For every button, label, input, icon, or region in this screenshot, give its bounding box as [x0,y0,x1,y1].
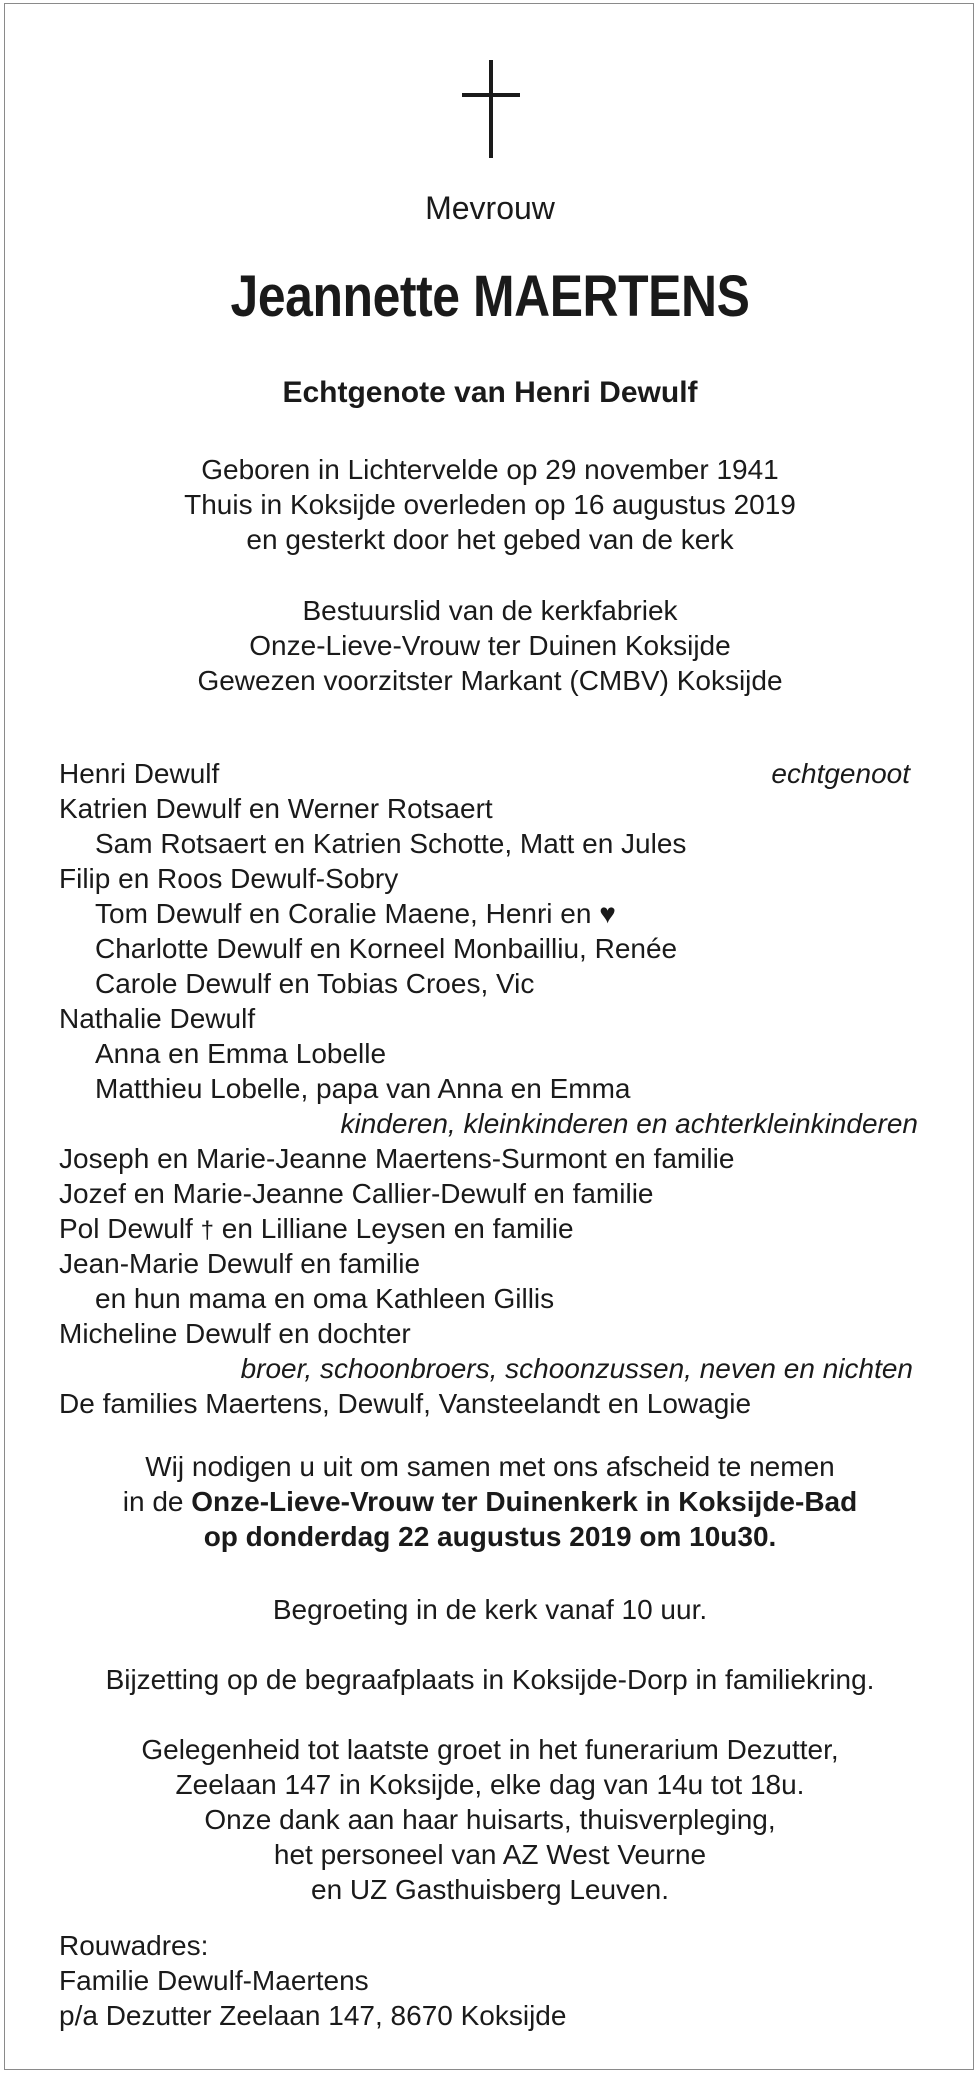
thanks-line: Onze dank aan haar huisarts, thuisverpleging, [204,1804,776,1835]
invitation-line: Wij nodigen u uit om samen met ons afscheid te nemen [145,1451,835,1482]
family-row [0,896,980,931]
service-date: op donderdag 22 augustus 2019 om 10u30. [203,1521,777,1552]
family-name: Carole Dewulf en Tobias Croes, Vic [95,968,535,999]
family-row [0,1141,980,1176]
family-name: Micheline Dewulf en dochter [59,1318,411,1349]
address-street: p/a Dezutter Zeelaan 147, 8670 Koksijde [59,2000,567,2031]
greeting-line: Begroeting in de kerk vanaf 10 uur. [272,1594,708,1625]
cross-icon [462,60,520,160]
family-name: Jean-Marie Dewulf en familie [59,1248,421,1279]
family-row [0,791,980,826]
family-row [0,1036,980,1071]
life-dates [0,452,980,557]
family-name: Sam Rotsaert en Katrien Schotte, Matt en Jules [95,828,687,859]
family-name: Joseph en Marie-Jeanne Maertens-Surmont en familie [59,1143,735,1174]
family-row [0,1001,980,1036]
family-row [0,1106,980,1141]
salutation: Mevrouw [425,190,555,226]
family-row [0,1351,980,1386]
family-name: Charlotte Dewulf en Korneel Monbailliu, Renée [95,933,678,964]
family-name: en hun mama en oma Kathleen Gillis [95,1283,555,1314]
role-line: Bestuurslid van de kerkfabriek [302,595,678,626]
invitation-line [0,1519,980,1554]
role-line: Onze-Lieve-Vrouw ter Duinen Koksijde [249,630,731,661]
family-row [0,966,980,1001]
invitation-line [0,1484,980,1519]
birth-line: Geboren in Lichtervelde op 29 november 1941 [201,454,779,485]
invitation [0,1449,980,1554]
family-name: De families Maertens, Dewulf, Vansteelandt en Lowagie [59,1388,752,1419]
family-name: Filip en Roos Dewulf-Sobry [59,863,399,894]
address-label: Rouwadres: [59,1930,209,1961]
deceased-name: Jeannette MAERTENS [230,264,750,329]
pol-partner: en Lilliane Leysen en familie [213,1213,574,1244]
mourning-address [59,1928,566,2033]
invitation-prefix: in de [122,1486,192,1517]
spouse-line: Echtgenote van Henri Dewulf [282,376,698,409]
thanks-line: het personeel van AZ West Veurne [273,1839,707,1870]
relation-label: echtgenoot [771,758,910,789]
death-line: Thuis in Koksijde overleden op 16 augustus 2019 [184,489,796,520]
family-name: Nathalie Dewulf [59,1003,256,1034]
address-family: Familie Dewulf-Maertens [59,1965,369,1996]
family-row [0,1281,980,1316]
family-name: Katrien Dewulf en Werner Rotsaert [59,793,493,824]
visit-line: Zeelaan 147 in Koksijde, elke dag van 14u tot 18u. [175,1769,805,1800]
role-line: Gewezen voorzitster Markant (CMBV) Koksijde [197,665,783,696]
family-name [59,1211,574,1248]
pol-name: Pol Dewulf [59,1213,193,1244]
family-row [0,1316,980,1351]
visit-block [0,1732,980,1907]
visit-line: Gelegenheid tot laatste groet in het funerarium Dezutter, [141,1734,839,1765]
family-name: Tom Dewulf en Coralie Maene, Henri en ♥ [95,898,616,929]
family-row [0,1246,980,1281]
burial-line: Bijzetting op de begraafplaats in Koksijde-Dorp in familiekring. [105,1664,875,1695]
family-row [0,931,980,966]
roles [0,593,980,698]
relation-label: broer, schoonbroers, schoonzussen, neven en nichten [240,1353,913,1384]
family-name: Anna en Emma Lobelle [95,1038,387,1069]
thanks-line: en UZ Gasthuisberg Leuven. [311,1874,669,1905]
family-row [0,1386,980,1421]
family-name: Matthieu Lobelle, papa van Anna en Emma [95,1073,631,1104]
relation-label: kinderen, kleinkinderen en achterkleinkinderen [340,1108,918,1139]
church-name: Onze-Lieve-Vrouw ter Duinenkerk in Koksijde-Bad [191,1486,858,1517]
family-name: Henri Dewulf [59,758,220,789]
family-row [0,861,980,896]
family-list [0,756,980,1421]
small-cross-icon: † [200,1217,214,1244]
family-row [0,1176,980,1211]
family-row [0,756,980,791]
family-row [0,1211,980,1246]
family-row [0,826,980,861]
sacrament-line: en gesterkt door het gebed van de kerk [246,524,734,555]
family-name: Jozef en Marie-Jeanne Callier-Dewulf en familie [59,1178,654,1209]
family-row [0,1071,980,1106]
